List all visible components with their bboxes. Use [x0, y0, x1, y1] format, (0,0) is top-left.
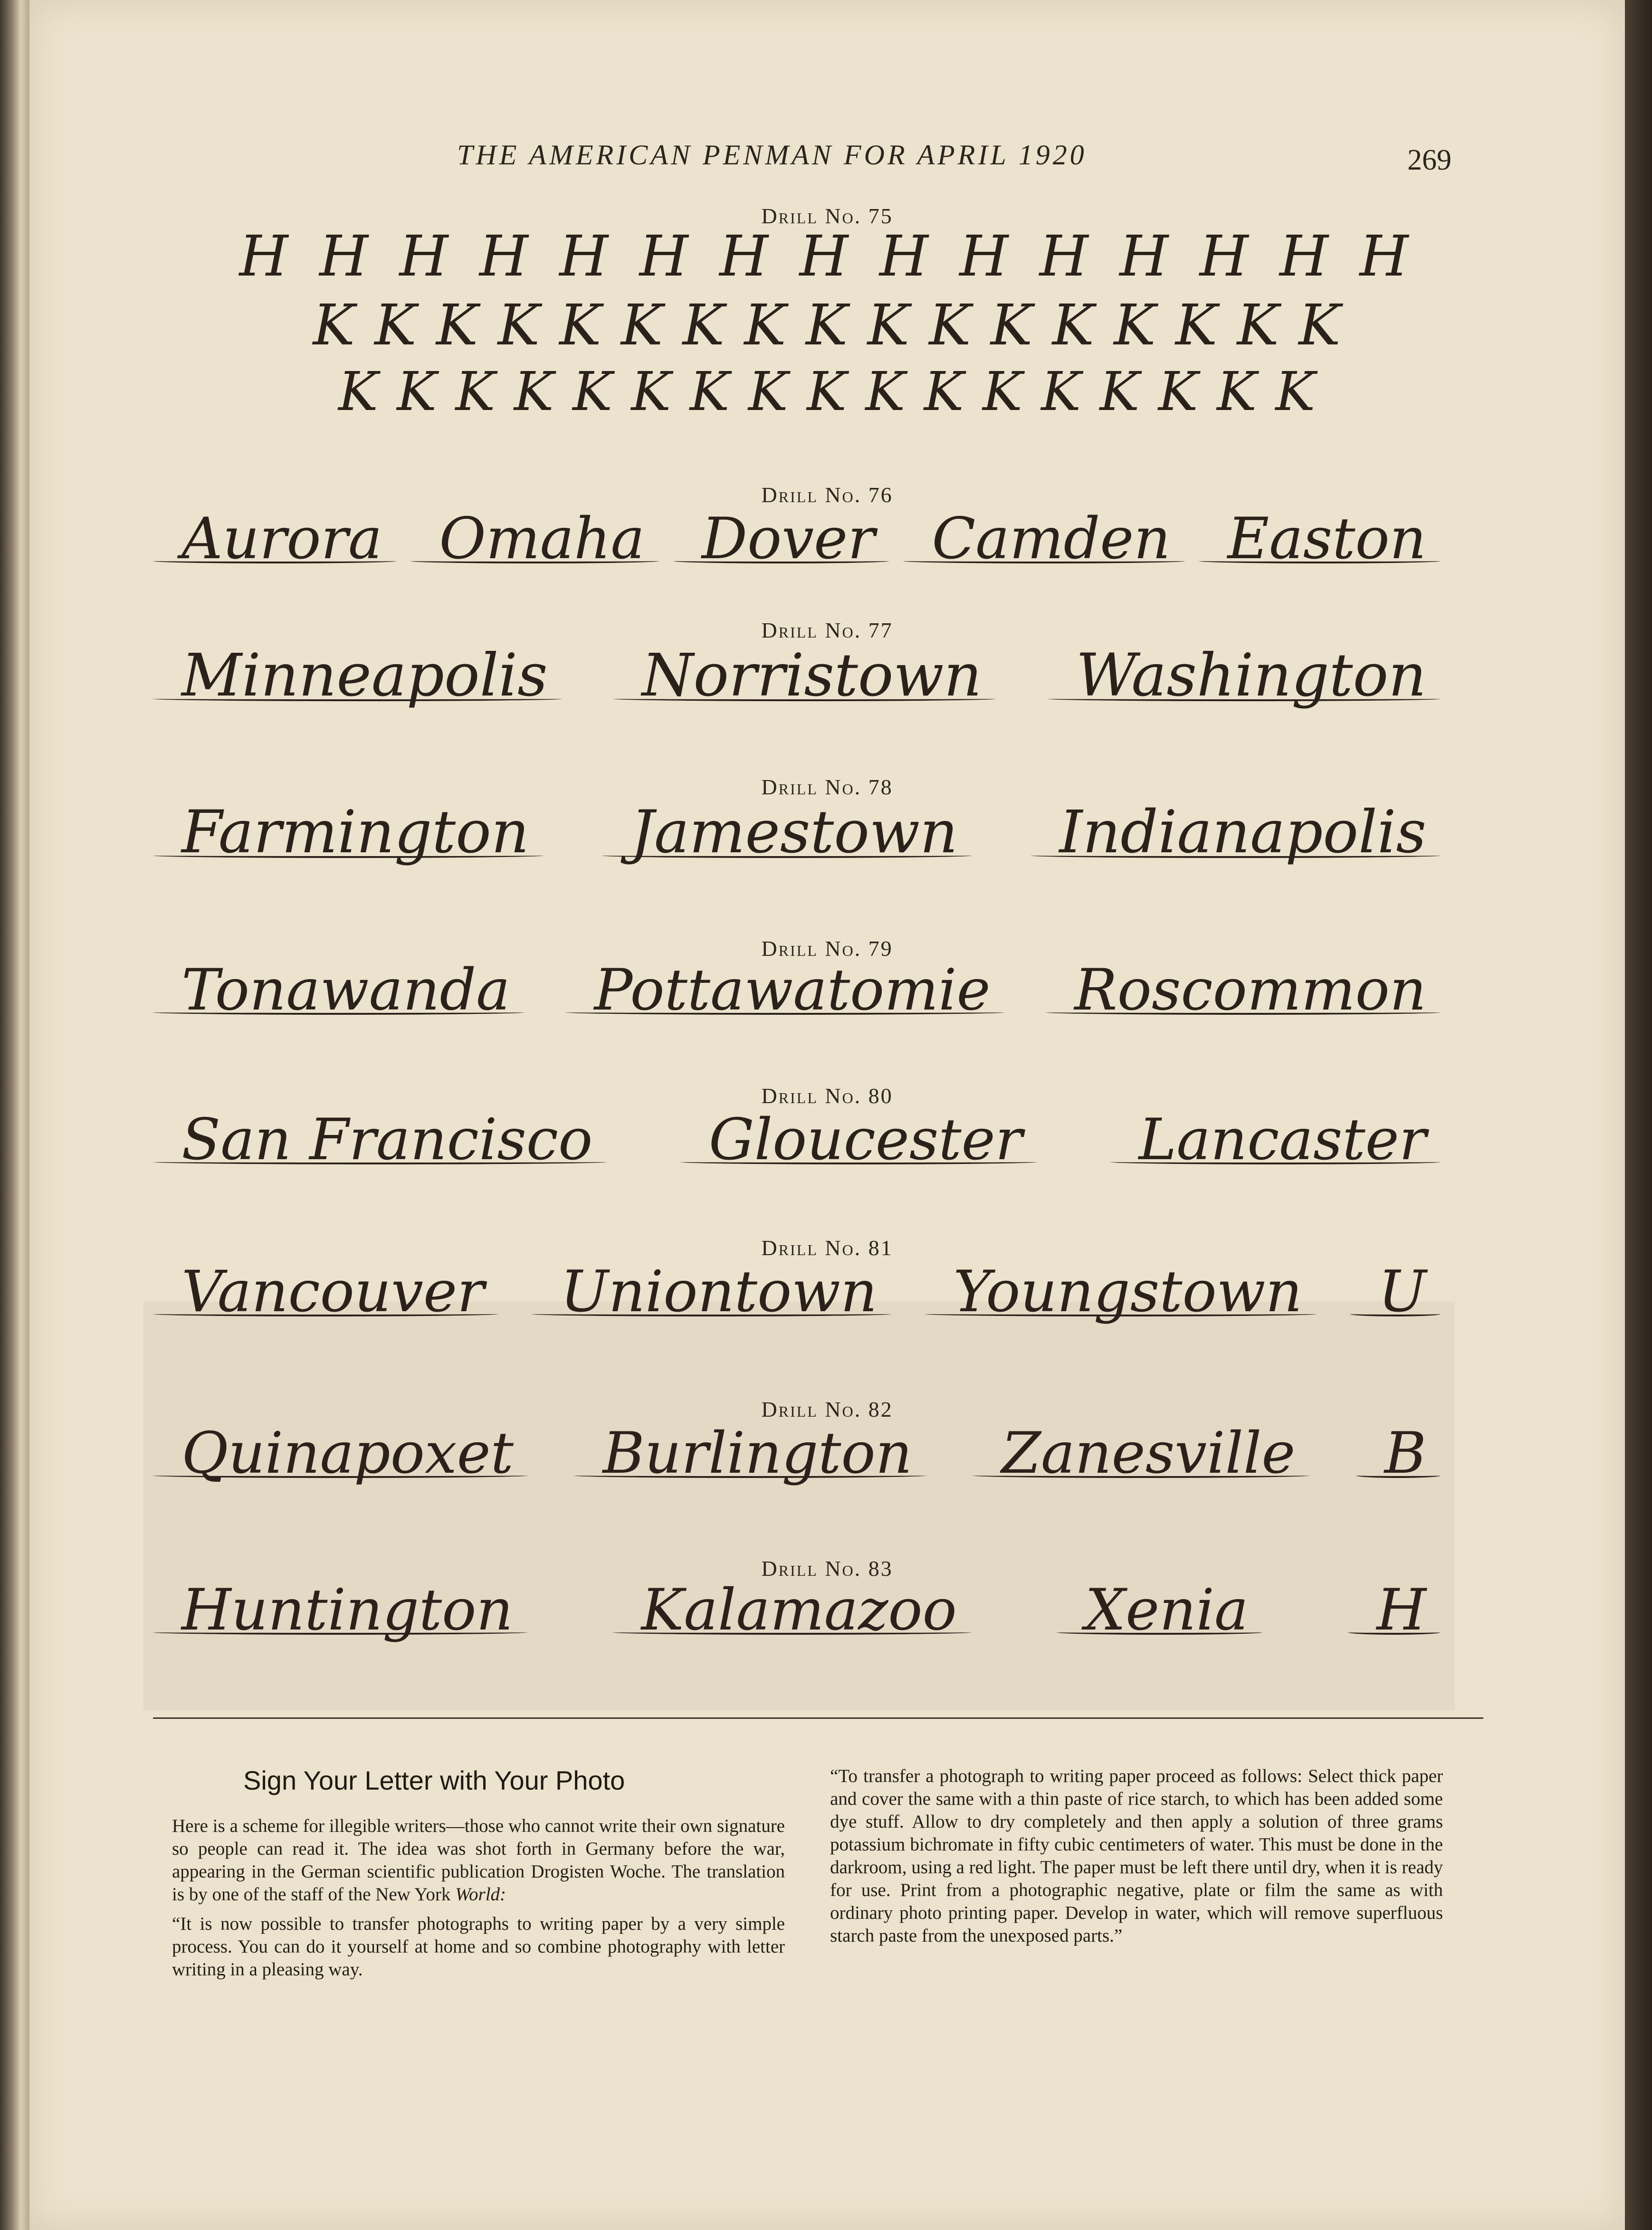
pen-flourish	[1199, 559, 1440, 563]
drill-word: U	[1378, 1259, 1426, 1325]
pen-flourish	[153, 1312, 498, 1316]
drill-word: Farmington	[181, 798, 529, 867]
drill-82-words	[181, 1420, 1426, 1487]
drill-label: Drill No. 82	[761, 1397, 893, 1421]
pen-flourish	[153, 1473, 528, 1478]
drill-word: Dover	[702, 506, 875, 572]
book-spine	[0, 0, 29, 2230]
drill-81-words	[181, 1259, 1426, 1325]
drill-word: Jamestown	[630, 798, 958, 867]
pen-flourish	[565, 1010, 1004, 1015]
article-column-right	[830, 1765, 1443, 1954]
drill-row-k: K K K K K K K K K K K K K K K K K	[313, 292, 1342, 358]
pen-flourish	[1046, 1010, 1441, 1015]
pen-flourish	[1350, 1312, 1441, 1316]
drill-word: Norristown	[642, 641, 982, 710]
page-edge	[1625, 0, 1652, 2230]
bleed-through-photo	[143, 1302, 1455, 1710]
pen-flourish	[411, 559, 659, 563]
drill-word: Burlington	[602, 1420, 912, 1487]
drill-label: Drill No. 81	[761, 1236, 893, 1260]
drill-word: Minneapolis	[181, 641, 548, 710]
drill-word: Aurora	[181, 506, 382, 572]
section-divider	[153, 1717, 1483, 1719]
publication-name: World:	[455, 1884, 506, 1905]
drill-word: Zanesville	[1001, 1420, 1295, 1487]
article-paragraph	[172, 1815, 785, 1906]
drill-word: Roscommon	[1074, 957, 1426, 1023]
article-column-left	[172, 1815, 785, 1988]
drill-79-words	[181, 957, 1426, 1023]
pen-flourish	[613, 1630, 971, 1635]
drill-word: Easton	[1227, 506, 1426, 572]
pen-flourish	[574, 1473, 926, 1478]
drill-label: Drill No. 75	[761, 204, 893, 228]
drill-row-h: H H H H H H H H H H H H H H H	[239, 223, 1415, 289]
drill-word: Uniontown	[560, 1259, 877, 1325]
pen-flourish	[153, 1630, 527, 1635]
pen-flourish	[673, 559, 889, 563]
drill-label: Drill No. 80	[761, 1084, 893, 1108]
drill-76-words	[181, 506, 1426, 572]
pen-flourish	[1110, 1160, 1441, 1164]
drill-label: Drill No. 76	[761, 483, 893, 507]
running-head: THE AMERICAN PENMAN FOR APRIL 1920	[457, 139, 1087, 171]
pen-flourish	[1048, 696, 1441, 701]
article-paragraph: “To transfer a photograph to writing paper proceed as follows: Select thick paper and cover the same with a thin paste of rice starch, to which has been added some dye stuff. Allow to dry completely and then apply a solution of three grams potassium bichromate in fifty cubic centimeters of water. This must be done in the darkroom, using a red light. The paper must be left there until dry, when it is ready for use. Print from a photographic negative, plate or film the same as with ordinary photo printing paper. Develop in water, which will remove superfluous starch paste from the unexposed parts.”	[830, 1766, 1443, 1946]
pen-flourish	[153, 1010, 525, 1015]
drill-word: Tonawanda	[181, 957, 510, 1023]
drill-word: San Francisco	[181, 1107, 592, 1173]
drill-label: Drill No. 78	[761, 775, 893, 799]
drill-word: Washington	[1076, 641, 1426, 710]
drill-77-words	[181, 641, 1426, 710]
pen-flourish	[680, 1160, 1037, 1164]
article-paragraph: “It is now possible to transfer photographs to writing paper by a very simple process. You can do it yourself at home and so combine photography with letter writing in a pleasing way.	[172, 1914, 785, 1980]
pen-flourish	[153, 1160, 607, 1164]
pen-flourish	[602, 853, 972, 858]
drill-row-k-variant: K K K K K K K K K K K K K K K K K	[338, 361, 1317, 423]
drill-label: Drill No. 83	[761, 1556, 893, 1581]
drill-word: Pottawatomie	[594, 957, 990, 1023]
drill-80-words	[181, 1107, 1426, 1173]
page-number: 269	[1407, 144, 1451, 176]
pen-flourish	[532, 1312, 891, 1316]
drill-word: Lancaster	[1139, 1107, 1426, 1173]
pen-flourish	[1031, 853, 1441, 858]
drill-word: Gloucester	[709, 1107, 1022, 1173]
pen-flourish	[925, 1312, 1316, 1316]
drill-word: Youngstown	[953, 1259, 1302, 1325]
article-text: Here is a scheme for illegible writers—those who cannot write their own signature so people can read it. The idea was shot forth in Germany before the war, appearing in the German scientific publication Drogisten Woche. The translation is by one of the staff of the New York	[172, 1816, 785, 1905]
drill-word: Huntington	[181, 1577, 513, 1643]
drill-word: Vancouver	[181, 1259, 484, 1325]
drill-word: Quinapoxet	[181, 1420, 514, 1487]
drill-78-words	[181, 798, 1426, 867]
drill-label: Drill No. 79	[761, 936, 893, 961]
pen-flourish	[973, 1473, 1309, 1478]
drill-word: Omaha	[439, 506, 645, 572]
page-header	[29, 139, 1625, 181]
drill-word: Camden	[932, 506, 1170, 572]
pen-flourish	[1356, 1473, 1441, 1478]
page	[29, 0, 1625, 2230]
drill-word: Xenia	[1085, 1577, 1249, 1643]
drill-word: Kalamazoo	[641, 1577, 957, 1643]
pen-flourish	[903, 559, 1184, 563]
pen-flourish	[153, 853, 544, 858]
drill-word: Indianapolis	[1059, 798, 1426, 867]
article-title: Sign Your Letter with Your Photo	[243, 1765, 625, 1795]
pen-flourish	[1348, 1630, 1441, 1635]
drill-label: Drill No. 77	[761, 618, 893, 642]
pen-flourish	[153, 696, 562, 701]
pen-flourish	[153, 559, 396, 563]
drill-word: B	[1385, 1420, 1426, 1487]
pen-flourish	[613, 696, 996, 701]
pen-flourish	[1057, 1630, 1263, 1635]
drill-word: H	[1376, 1577, 1426, 1643]
drill-83-words	[181, 1577, 1426, 1643]
